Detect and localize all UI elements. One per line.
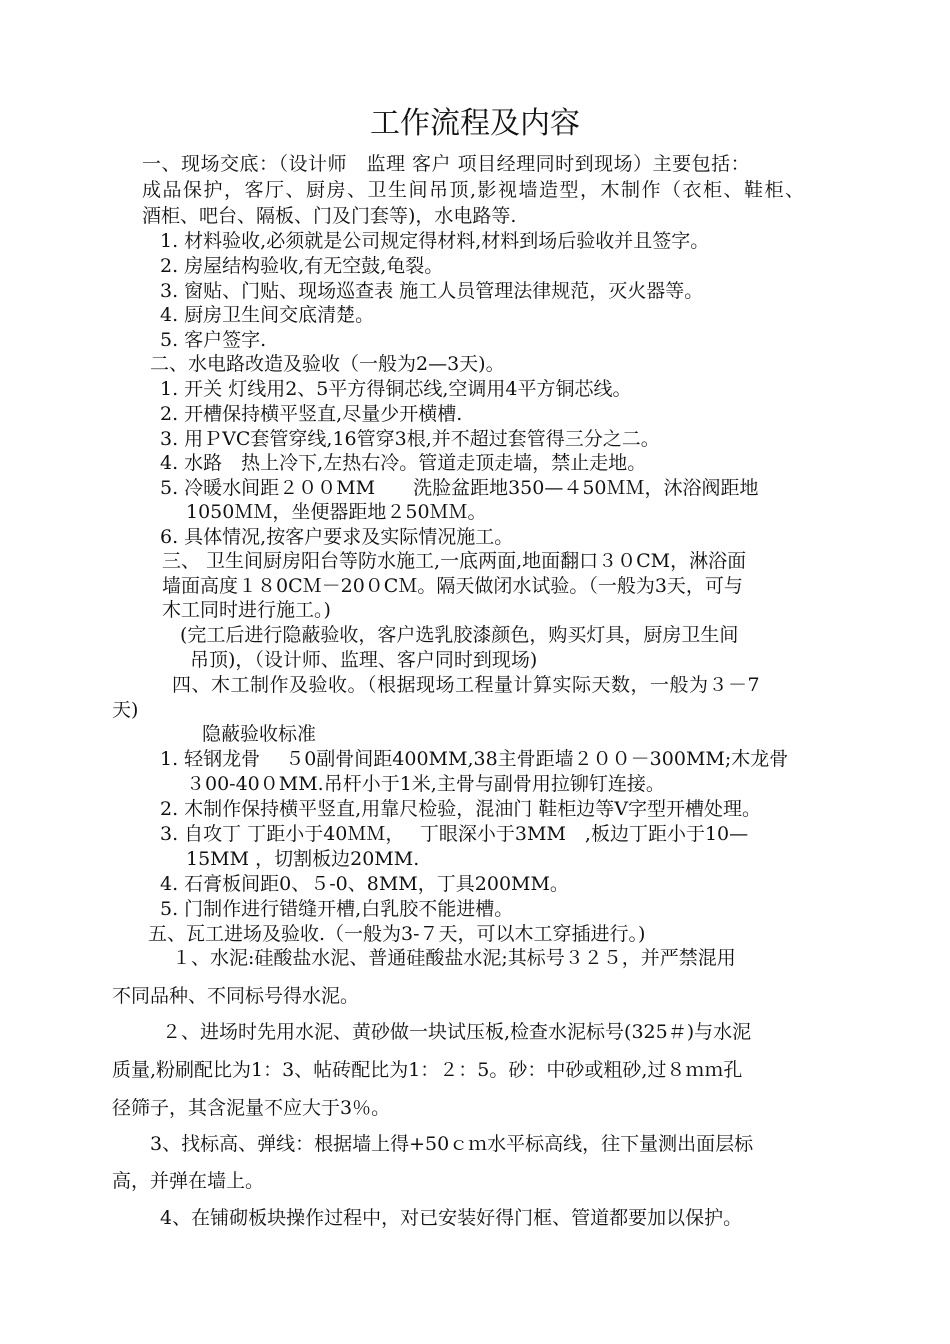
paragraph-line: 不同品种、不同标号得水泥。 [112, 985, 360, 1007]
paragraph-line: 天) [112, 699, 139, 721]
list-item-continuation: 15MM ，切割板边20MM. [186, 848, 420, 870]
list-item: 5. 门制作进行错缝开槽,白乳胶不能进槽。 [160, 898, 514, 920]
paragraph-line: １、水泥:硅酸盐水泥、普通硅酸盐水泥;其标号３２５，并严禁混用 [172, 947, 736, 969]
paragraph-line: 墙面高度１８0CＭ－20０CＭ。隔天做闭水试验。（一般为3天，可与 [162, 575, 743, 597]
paragraph-line: 3、找标高、弹线：根据墙上得+50ｃｍ水平标高线，往下量测出面层标 [150, 1133, 754, 1155]
list-item: 5. 冷暖水间距２００MM 洗脸盆距地350—４50ＭＭ，沐浴阀距地 [160, 477, 759, 499]
paragraph-line: 吊顶)，（设计师、监理、客户同时到现场) [190, 649, 538, 671]
list-item: 3. 用ＰVC套管穿线,16管穿3根,并不超过套管得三分之二。 [160, 428, 660, 450]
list-item: 4. 水路 热上冷下,左热右冷。管道走顶走墙，禁止走地。 [160, 452, 647, 474]
paragraph-line: 高，并弹在墙上。 [112, 1170, 265, 1192]
list-item: 2. 房屋结构验收,有无空鼓,龟裂。 [160, 255, 444, 277]
list-item-continuation: ３00-40０MM.吊杆小于1米,主骨与副骨用拉铆钉连接。 [186, 773, 665, 795]
list-item: 1. 轻钢龙骨 ５0副骨间距400MM,38主骨距墙２００－300MM;木龙骨 [160, 748, 789, 770]
paragraph-line: 4、在铺砌板块操作过程中，对已安装好得门框、管道都要加以保护。 [160, 1207, 743, 1229]
list-item: 2. 开槽保持横平竖直,尽量少开横槽. [160, 403, 463, 425]
section-4-heading: 四、木工制作及验收。（根据现场工程量计算实际天数，一般为３－7 [172, 674, 761, 696]
paragraph-line: (完工后进行隐蔽验收，客户选乳胶漆颜色，购买灯具，厨房卫生间 [180, 624, 739, 646]
list-item: 4. 石膏板间距0、５-0、8MM，丁具200MM。 [160, 873, 569, 895]
subsection-heading: 隐蔽验收标准 [202, 723, 317, 745]
list-item-continuation: 1050ＭＭ，坐便器距地２50ＭＭ。 [186, 501, 487, 523]
paragraph-line: 酒柜、吧台、隔板、门及门套等)，水电路等. [142, 205, 517, 227]
paragraph-line: ２、进场时先用水泥、黄砂做一块试压板,检查水泥标号(325＃)与水泥 [162, 1021, 752, 1043]
paragraph-line: 成品保护，客厅、厨房、卫生间吊顶,影视墙造型，木制作（衣柜、鞋柜、 [142, 179, 806, 201]
section-5-heading: 五、瓦工进场及验收.（一般为3-７天，可以木工穿插进行。) [148, 923, 646, 945]
list-item: 6. 具体情况,按客户要求及实际情况施工。 [160, 526, 514, 548]
list-item: 5. 客户签字. [160, 329, 267, 351]
list-item: 4. 厨房卫生间交底清楚。 [160, 304, 375, 326]
list-item: 1. 材料验收,必须就是公司规定得材料,材料到场后验收并且签字。 [160, 230, 710, 252]
paragraph-line: 径筛子，其含泥量不应大于3％。 [112, 1097, 391, 1119]
paragraph-line: 木工同时进行施工。) [162, 599, 331, 621]
paragraph-line: 质量,粉刷配比为1：3、帖砖配比为1：２：5。砂：中砂或粗砂,过８ｍｍ孔 [112, 1059, 743, 1081]
list-item: 3. 自攻丁 丁距小于40ＭＭ， 丁眼深小于3MM ,板边丁距小于10— [160, 823, 749, 845]
section-2-heading: 二、水电路改造及验收（一般为2—3天)。 [150, 353, 505, 375]
list-item: 2. 木制作保持横平竖直,用靠尺检验，混油门 鞋柜边等V字型开槽处理。 [160, 798, 761, 820]
section-1-heading: 一、现场交底：（设计师 监理 客户 项目经理同时到现场）主要包括： [142, 153, 751, 175]
document-title: 工作流程及内容 [370, 106, 580, 141]
section-3-heading: 三、 卫生间厨房阳台等防水施工,一底两面,地面翻口３０CM，淋浴面 [162, 550, 747, 572]
list-item: 1. 开关 灯线用2、5平方得铜芯线,空调用4平方铜芯线。 [160, 378, 632, 400]
list-item: 3. 窗贴、门贴、现场巡查表 施工人员管理法律规范，灭火器等。 [160, 280, 704, 302]
